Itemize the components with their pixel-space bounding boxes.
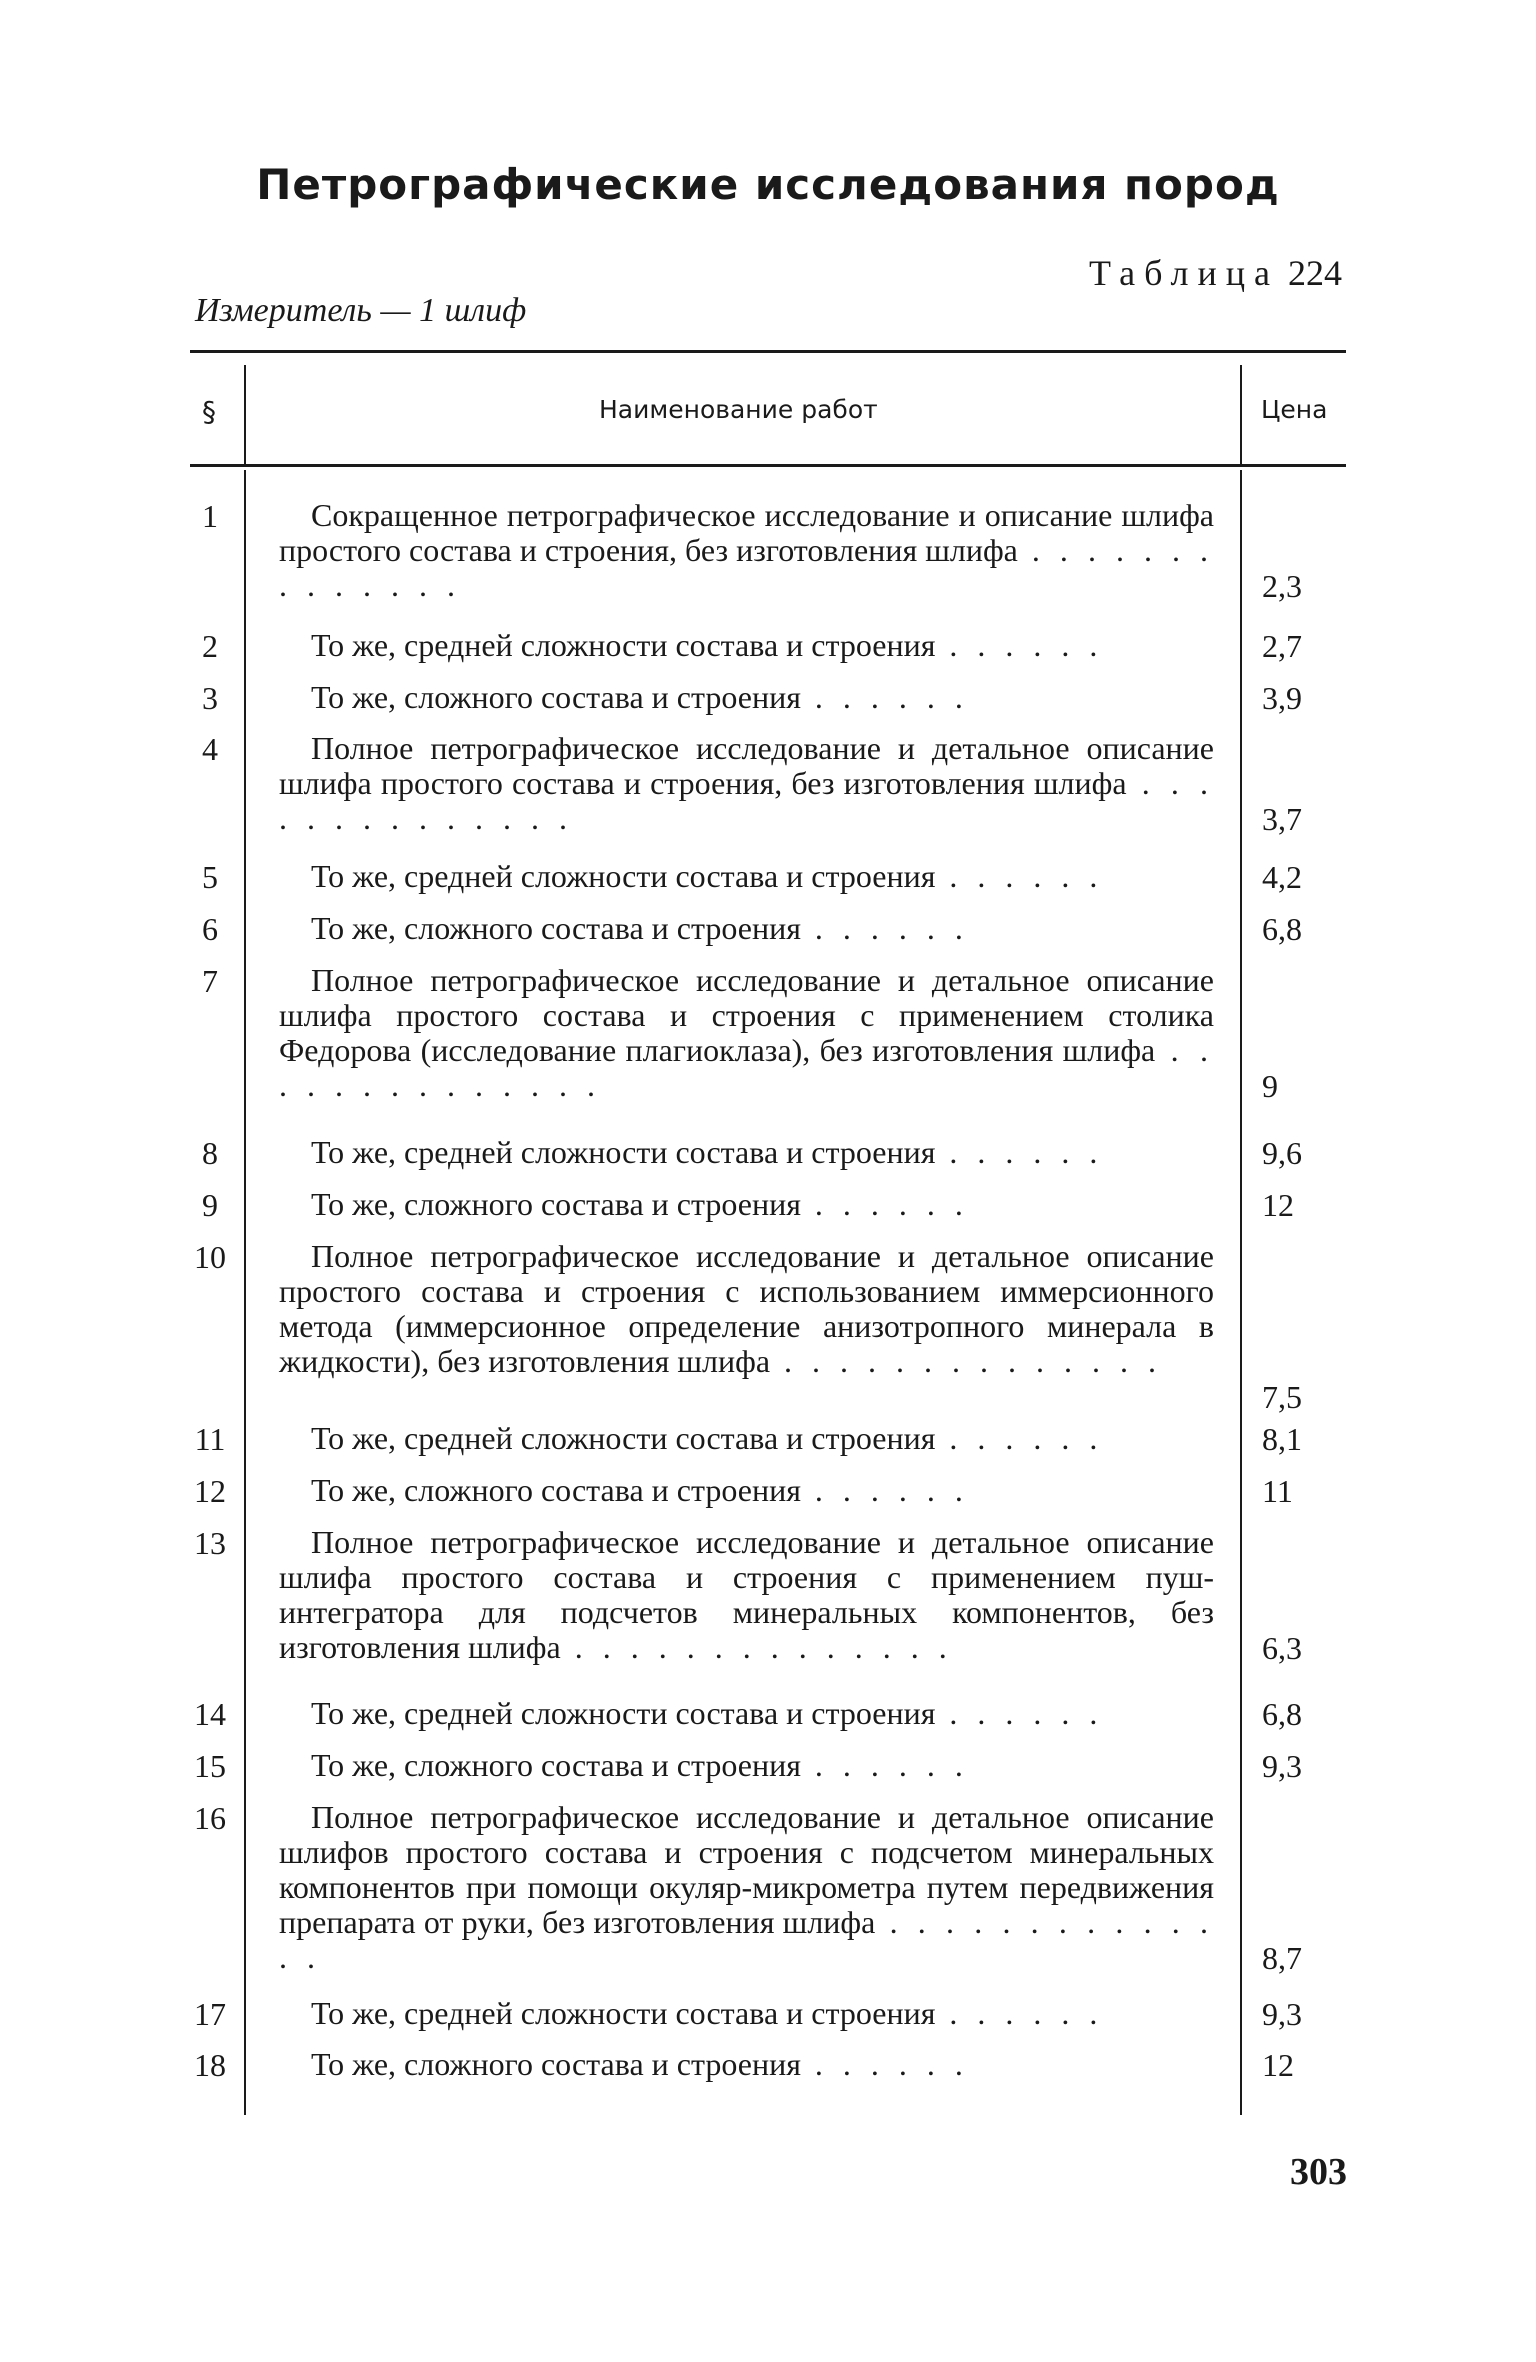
row-number: 16: [194, 1800, 226, 1836]
row-price: 9,6: [1262, 1135, 1302, 1171]
leader-dots: . . . . . .: [800, 1747, 969, 1783]
row-description: [311, 911, 1214, 946]
row-price: 3,9: [1262, 680, 1302, 716]
row-price: 4,2: [1262, 859, 1302, 895]
row-description: [311, 1748, 1214, 1783]
row-price: 11: [1262, 1473, 1293, 1509]
row-number: 10: [194, 1239, 226, 1275]
row-price: 9,3: [1262, 1996, 1302, 2032]
row-price: 6,8: [1262, 1696, 1302, 1732]
row-description-text: То же, средней сложности состава и строения: [311, 858, 936, 894]
row-description-text: Сокращенное петрографическое исследование и описание шлифа простого состава и строения, без изготовления шлифа: [279, 497, 1214, 568]
row-description: [311, 628, 1214, 663]
header-name: Наименование работ: [599, 395, 878, 424]
row-description-text: То же, средней сложности состава и строения: [311, 1695, 936, 1731]
row-description-text: То же, средней сложности состава и строения: [311, 1995, 936, 2031]
row-description: [279, 1239, 1214, 1379]
row-price: 6,8: [1262, 911, 1302, 947]
row-description: [311, 859, 1214, 894]
header-price: Цена: [1261, 395, 1328, 424]
row-number: 8: [202, 1135, 218, 1171]
row-price: 2,3: [1262, 568, 1302, 604]
row-number: 4: [202, 731, 218, 767]
row-description-text: То же, средней сложности состава и строения: [311, 627, 936, 663]
row-description-text: То же, сложного состава и строения: [311, 1472, 801, 1508]
row-description: [279, 963, 1214, 1103]
row-number: 11: [194, 1421, 226, 1457]
leader-dots: . . . . . .: [800, 1186, 969, 1222]
row-description: [311, 2047, 1214, 2082]
leader-dots: . . . . . . . . . . . . . .: [279, 765, 1215, 836]
row-number: 17: [194, 1996, 226, 2032]
row-description-text: Полное петрографическое исследование и детальное описание шлифа простого состава и строения с применением столика Федорова (исследование плагиоклаза), без изготовления шлифа: [279, 962, 1214, 1068]
row-price: 9,3: [1262, 1748, 1302, 1784]
row-price: 3,7: [1262, 801, 1302, 837]
header-divider-left: [244, 365, 246, 465]
leader-dots: . . . . . . . . . . . . . .: [279, 1032, 1215, 1103]
row-description: [279, 498, 1214, 603]
row-description-text: То же, средней сложности состава и строения: [311, 1420, 936, 1456]
row-number: 6: [202, 911, 218, 947]
row-description-text: Полное петрографическое исследование и детальное описание шлифа простого состава и строения с применением пуш-интегратора для подсчетов минеральных компонентов, без изготовления шлифа: [279, 1524, 1214, 1665]
row-price: 8,7: [1262, 1940, 1302, 1976]
header-bottom-rule: [190, 464, 1346, 467]
leader-dots: . . . . . .: [800, 1472, 969, 1508]
table-label: [1089, 252, 1342, 294]
row-description: [311, 1696, 1214, 1731]
leader-dots: . . . . . .: [800, 679, 969, 715]
row-number: 3: [202, 680, 218, 716]
row-price: 12: [1262, 1187, 1294, 1223]
leader-dots: . . . . . . . . . . . . . .: [770, 1343, 1163, 1379]
leader-dots: . . . . . .: [800, 910, 969, 946]
header-section: §: [202, 395, 216, 428]
row-price: 8,1: [1262, 1421, 1302, 1457]
row-number: 12: [194, 1473, 226, 1509]
row-description: [311, 1996, 1214, 2031]
header-divider-right: [1240, 365, 1242, 465]
row-price: 6,3: [1262, 1630, 1302, 1666]
row-description-text: То же, сложного состава и строения: [311, 1186, 801, 1222]
row-number: 13: [194, 1525, 226, 1561]
leader-dots: . . . . . .: [935, 627, 1104, 663]
table-top-rule: [190, 350, 1346, 353]
row-description: [311, 1135, 1214, 1170]
leader-dots: . . . . . .: [935, 1420, 1104, 1456]
row-description-text: То же, сложного состава и строения: [311, 1747, 801, 1783]
row-number: 7: [202, 963, 218, 999]
row-number: 5: [202, 859, 218, 895]
row-description-text: То же, сложного состава и строения: [311, 910, 801, 946]
row-description: [311, 1421, 1214, 1456]
row-price: 9: [1262, 1068, 1278, 1104]
row-price: 7,5: [1262, 1379, 1302, 1415]
row-description-text: То же, сложного состава и строения: [311, 2046, 801, 2082]
row-description-text: Полное петрографическое исследование и детальное описание шлифов простого состава и строения с подсчетом минеральных компонентов при помощи окуляр-микрометра путем передвижения препарата от руки, без изготовления шлифа: [279, 1799, 1214, 1940]
row-description-text: Полное петрографическое исследование и детальное описание простого состава и строения с использованием иммерсионного метода (иммерсионное определение анизотропного минерала в жидкости), без изготовления шлифа: [279, 1238, 1214, 1379]
leader-dots: . . . . . . . . . . . . . .: [560, 1629, 953, 1665]
row-description: [279, 1800, 1214, 1975]
row-number: 2: [202, 628, 218, 664]
column-divider-left: [244, 470, 246, 2115]
row-description: [279, 1525, 1214, 1665]
row-number: 9: [202, 1187, 218, 1223]
row-description: [311, 1187, 1214, 1222]
measure-unit: Измеритель — 1 шлиф: [195, 292, 527, 329]
leader-dots: . . . . . . . . . . . . . .: [279, 532, 1215, 603]
column-divider-right: [1240, 470, 1242, 2115]
row-number: 1: [202, 498, 218, 534]
page-title: Петрографические исследования пород: [256, 160, 1280, 209]
row-description-text: То же, сложного состава и строения: [311, 679, 801, 715]
leader-dots: . . . . . .: [800, 2046, 969, 2082]
row-description-text: Полное петрографическое исследование и детальное описание шлифа простого состава и строения, без изготовления шлифа: [279, 730, 1214, 801]
row-number: 14: [194, 1696, 226, 1732]
leader-dots: . . . . . .: [935, 1134, 1104, 1170]
row-description-text: То же, средней сложности состава и строения: [311, 1134, 936, 1170]
row-description: [279, 731, 1214, 836]
row-number: 15: [194, 1748, 226, 1784]
row-price: 12: [1262, 2047, 1294, 2083]
row-number: 18: [194, 2047, 226, 2083]
table-number: 224: [1288, 253, 1342, 293]
row-price: 2,7: [1262, 628, 1302, 664]
page-number: 303: [1290, 2151, 1347, 2193]
row-description: [311, 1473, 1214, 1508]
leader-dots: . . . . . .: [935, 1995, 1104, 2031]
row-description: [311, 680, 1214, 715]
table-label-word: Таблица: [1089, 253, 1279, 293]
leader-dots: . . . . . . . . . . . . . .: [279, 1904, 1215, 1975]
leader-dots: . . . . . .: [935, 858, 1104, 894]
leader-dots: . . . . . .: [935, 1695, 1104, 1731]
